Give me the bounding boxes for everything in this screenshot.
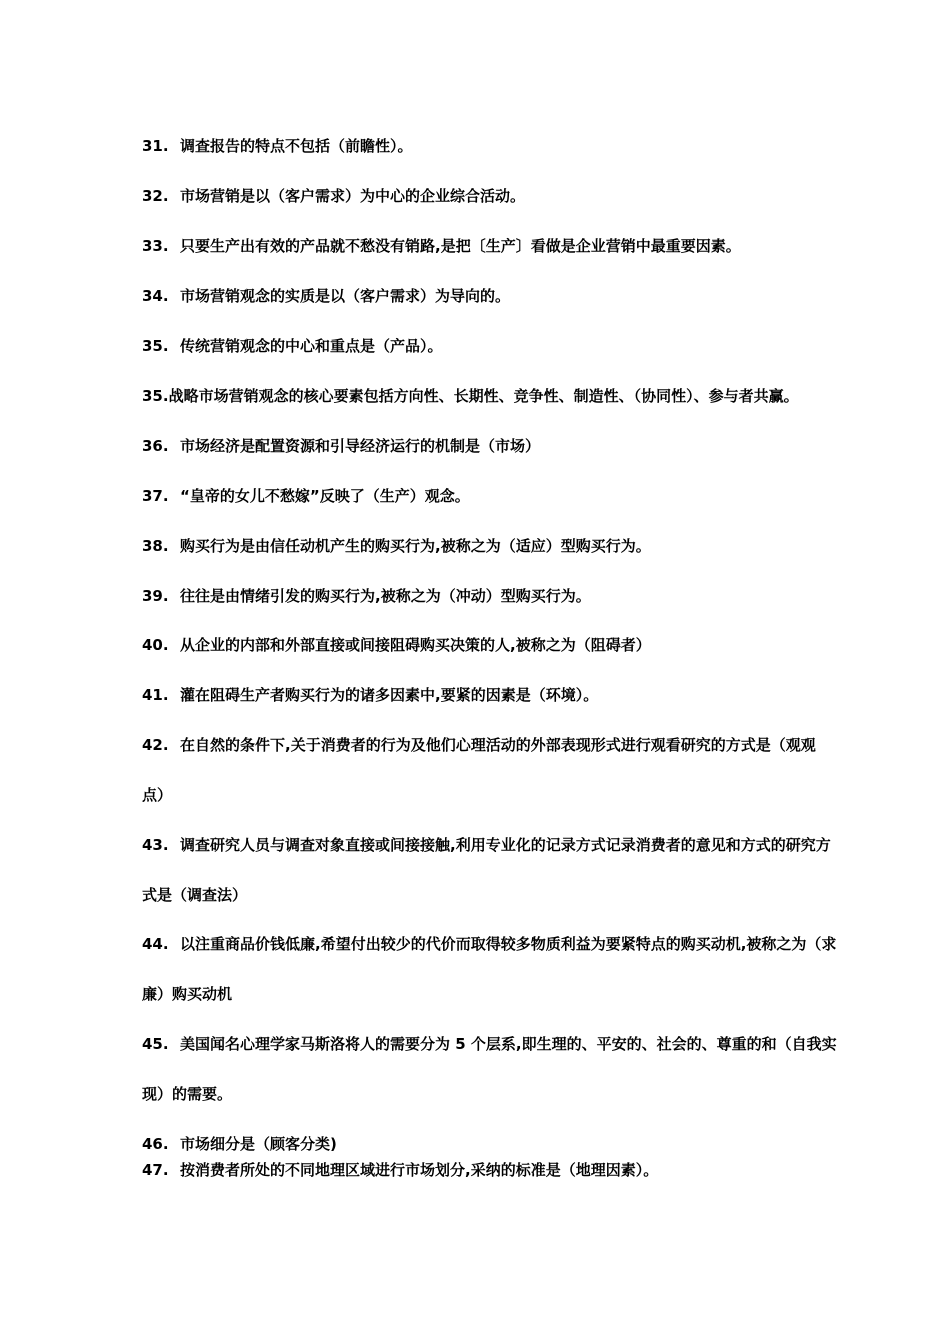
item-number: 45. (142, 1035, 169, 1053)
item-number: 35. (142, 337, 169, 355)
list-item-34 (142, 286, 902, 306)
item-text: 市场营销是以（客户需求）为中心的企业综合活动。 (180, 187, 526, 205)
item-number: 39. (142, 587, 169, 605)
item-number: 33. (142, 237, 169, 255)
list-item-42 (142, 735, 902, 755)
item-number: 36. (142, 437, 169, 455)
list-item-43 (142, 835, 902, 855)
item-text: 只要生产出有效的产品就不愁没有销路,是把〔生产〕看做是企业营销中最重要因素。 (180, 237, 741, 255)
list-item-39 (142, 586, 902, 606)
item-text: 从企业的内部和外部直接或间接阻碍购买决策的人,被称之为（阻碍者） (180, 636, 651, 654)
item-text: 购买行为是由信任动机产生的购买行为,被称之为（适应）型购买行为。 (180, 537, 651, 555)
item-text: 美国闻名心理学家马斯洛将人的需要分为 5 个层系,即生理的、平安的、社会的、尊重的和（自我实 (180, 1035, 837, 1053)
item-text: 在自然的条件下,关于消费者的行为及他们心理活动的外部表现形式进行观看研究的方式是（观观 (180, 736, 816, 754)
item-number: 41. (142, 686, 169, 704)
item-number: 32. (142, 187, 169, 205)
item-text: 传统营销观念的中心和重点是（产品）。 (180, 337, 443, 355)
item-text-continuation: 廉）购买动机 (142, 985, 233, 1003)
list-item-35b (142, 386, 902, 406)
list-item-45 (142, 1034, 902, 1054)
list-item-31 (142, 136, 902, 156)
item-number: 34. (142, 287, 169, 305)
list-item-37 (142, 486, 902, 506)
list-item-36 (142, 436, 902, 456)
item-number: 43. (142, 836, 169, 854)
list-item-32 (142, 186, 902, 206)
item-text: 调查报告的特点不包括（前瞻性）。 (180, 137, 413, 155)
item-number: 46. (142, 1135, 169, 1153)
item-text: 市场营销观念的实质是以（客户需求）为导向的。 (180, 287, 511, 305)
item-number: 37. (142, 487, 169, 505)
list-item-41 (142, 685, 902, 705)
list-item-40 (142, 635, 902, 655)
item-number: 42. (142, 736, 169, 754)
list-item-44-continuation (142, 984, 902, 1004)
item-number: 31. (142, 137, 169, 155)
list-item-47 (142, 1160, 902, 1180)
item-number: 35. (142, 387, 169, 405)
item-text: 市场细分是（顾客分类) (180, 1135, 337, 1153)
list-item-43-continuation (142, 885, 902, 905)
item-text: 往往是由情绪引发的购买行为,被称之为（冲动）型购买行为。 (180, 587, 591, 605)
list-item-44 (142, 934, 902, 954)
item-text: 调查研究人员与调查对象直接或间接接触,利用专业化的记录方式记录消费者的意见和方式的研究方 (180, 836, 831, 854)
list-item-35 (142, 336, 902, 356)
item-text: 市场经济是配置资源和引导经济运行的机制是（市场） (180, 437, 541, 455)
item-text-continuation: 式是（调查法） (142, 886, 248, 904)
item-number: 38. (142, 537, 169, 555)
item-number: 47. (142, 1161, 169, 1179)
item-number: 40. (142, 636, 169, 654)
list-item-42-continuation (142, 785, 902, 805)
item-number: 44. (142, 935, 169, 953)
item-text-continuation: 点） (142, 786, 173, 804)
item-text: 按消费者所处的不同地理区域进行市场划分,采纳的标准是（地理因素）。 (180, 1161, 659, 1179)
item-text: 以注重商品价钱低廉,希望付出较少的代价而取得较多物质利益为要紧特点的购买动机,被称之为（求 (180, 935, 837, 953)
item-text: “皇帝的女儿不愁嫁”反映了（生产）观念。 (180, 487, 470, 505)
list-item-45-continuation (142, 1084, 902, 1104)
list-item-46 (142, 1134, 902, 1154)
item-text: 战略市场营销观念的核心要素包括方向性、长期性、竞争性、制造性、（协同性）、参与者共赢。 (168, 387, 799, 405)
list-item-33 (142, 236, 902, 256)
item-text: 灌在阻碍生产者购买行为的诸多因素中,要紧的因素是（环境）。 (180, 686, 599, 704)
list-item-38 (142, 536, 902, 556)
item-text-continuation: 现）的需要。 (142, 1085, 233, 1103)
